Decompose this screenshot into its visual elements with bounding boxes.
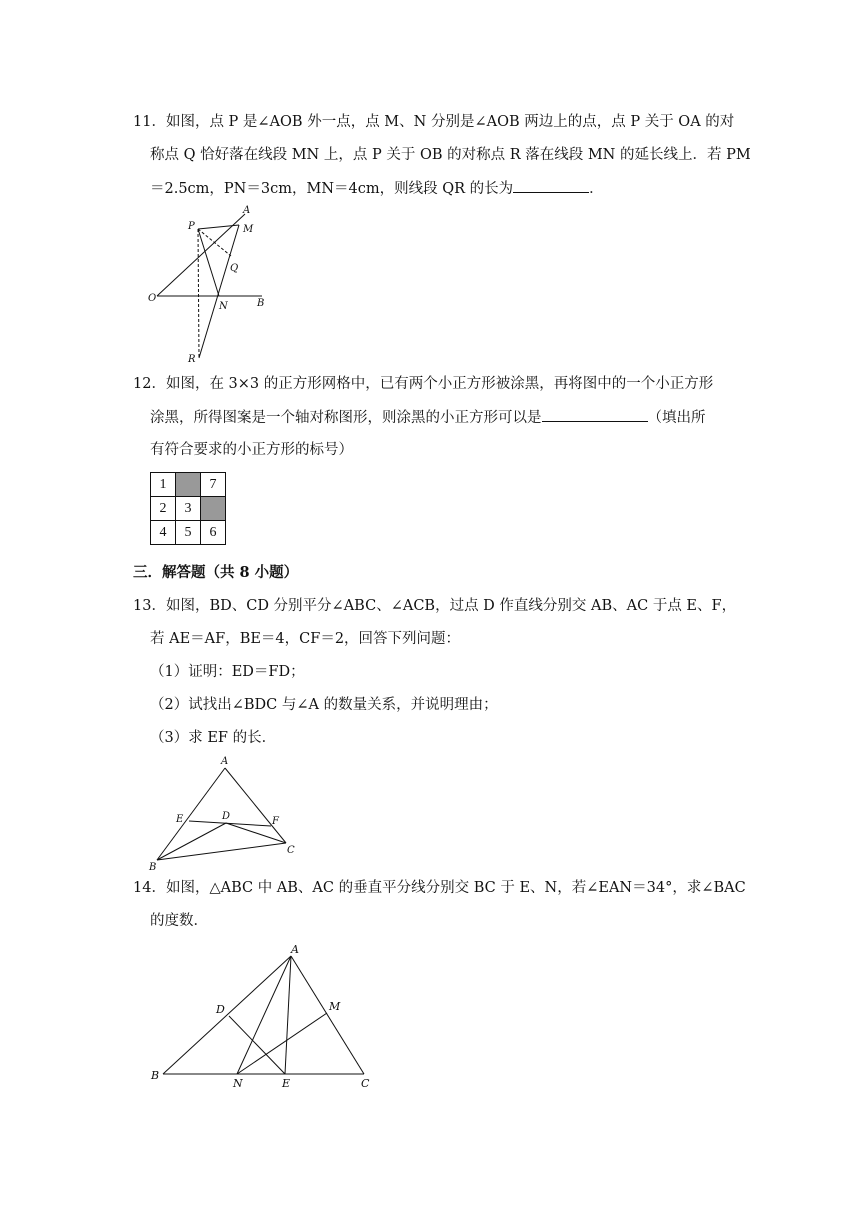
q12-answer-blank[interactable] [542, 407, 648, 422]
q14-label-a: A [291, 943, 299, 956]
q11-segment-mn-extended [199, 225, 239, 358]
q12-line-3: 有符合要求的小正方形的标号） [150, 442, 353, 458]
q11-label-p: P [188, 221, 195, 232]
q13-label-e: E [176, 814, 184, 825]
q13-side-bc [157, 843, 286, 860]
q14-side-ab [163, 956, 291, 1074]
q11-answer-blank[interactable] [513, 178, 589, 193]
q12-grid [150, 472, 226, 545]
q13-side-ab [157, 768, 225, 860]
q11-line-3 [150, 178, 604, 199]
q12-grid-row [151, 521, 226, 545]
q11-segment-pn [198, 229, 219, 296]
q11-ray-oa [157, 214, 245, 296]
q14-label-c: C [361, 1077, 370, 1090]
q13-side-ac [225, 768, 286, 843]
q11-dashed-pr [198, 229, 199, 358]
q11-line-3-text: ＝2.5cm，PN＝3cm，MN＝4cm，则线段 QR 的长为 [150, 181, 514, 197]
q11-line-3-end: ． [589, 181, 604, 197]
q13-part-2: （2）试找出∠BDC 与∠A 的数量关系，并说明理由； [150, 697, 498, 713]
q13-label-d: D [222, 811, 231, 822]
q12-line-2-end: （填出所 [647, 410, 706, 426]
q14-label-e: E [282, 1077, 291, 1090]
q13-part-1: （1）证明：ED＝FD； [150, 664, 305, 680]
q14-line-2: 的度数． [150, 913, 208, 929]
q11-label-q: Q [230, 263, 239, 274]
q13-segment-bd [157, 823, 226, 860]
q11-label-o: O [148, 293, 157, 304]
q12-cell: 1 [151, 473, 176, 497]
q11-line-1: 11．如图，点 P 是∠AOB 外一点，点 M、N 分别是∠AOB 两边上的点，点 P 关于 OA 的对 [133, 114, 735, 130]
q14-label-d: D [216, 1003, 225, 1016]
q12-cell-shaded [201, 497, 226, 521]
q12-cell: 2 [151, 497, 176, 521]
q11-label-n: N [219, 301, 228, 312]
section-heading: 三．解答题（共 8 小题） [133, 564, 299, 581]
q13-line-2: 若 AE＝AF，BE＝4，CF＝2，回答下列问题： [150, 631, 461, 647]
q12-line-1: 12．如图，在 3×3 的正方形网格中，已有两个小正方形被涂黑，再将图中的一个小正方形 [133, 376, 714, 392]
q13-label-b: B [149, 862, 157, 873]
q12-cell: 6 [201, 521, 226, 545]
q12-grid-row [151, 497, 226, 521]
q13-label-a: A [221, 756, 229, 767]
q11-label-a: A [243, 205, 251, 216]
q11-figure [140, 200, 280, 370]
q14-segment-ae [285, 956, 291, 1074]
q12-cell-shaded [176, 473, 201, 497]
q14-line-1: 14．如图，△ABC 中 AB、AC 的垂直平分线分别交 BC 于 E、N，若∠EAN＝34°，求∠BAC [133, 880, 746, 896]
q12-line-2 [150, 407, 706, 428]
q12-line-2-text: 涂黑，所得图案是一个轴对称图形，则涂黑的小正方形可以是 [150, 410, 542, 426]
q13-line-1: 13．如图，BD、CD 分别平分∠ABC、∠ACB，过点 D 作直线分别交 AB、AC 于点 E、F， [133, 598, 737, 614]
q13-label-c: C [287, 845, 295, 856]
q14-label-n: N [233, 1077, 243, 1090]
q12-grid-row [151, 473, 226, 497]
q14-label-b: B [151, 1069, 160, 1082]
q14-bisector-de [229, 1016, 285, 1074]
q11-line-2: 称点 Q 恰好落在线段 MN 上，点 P 关于 OB 的对称点 R 落在线段 MN 的延长线上．若 PM [150, 147, 751, 163]
q11-label-m: M [243, 224, 254, 235]
q13-part-3: （3）求 EF 的长． [150, 730, 277, 746]
q13-figure [140, 752, 310, 874]
q11-label-r: R [188, 354, 196, 365]
q14-figure [145, 940, 380, 1090]
q12-cell: 4 [151, 521, 176, 545]
q11-segment-pm [198, 225, 239, 229]
q12-cell: 5 [176, 521, 201, 545]
q11-dashed-pq [198, 229, 231, 256]
q13-label-f: F [272, 816, 279, 827]
q12-cell: 3 [176, 497, 201, 521]
q14-label-m: M [329, 1000, 341, 1013]
q11-label-b: B [257, 298, 265, 309]
q12-cell: 7 [201, 473, 226, 497]
q14-side-ac [291, 956, 364, 1074]
